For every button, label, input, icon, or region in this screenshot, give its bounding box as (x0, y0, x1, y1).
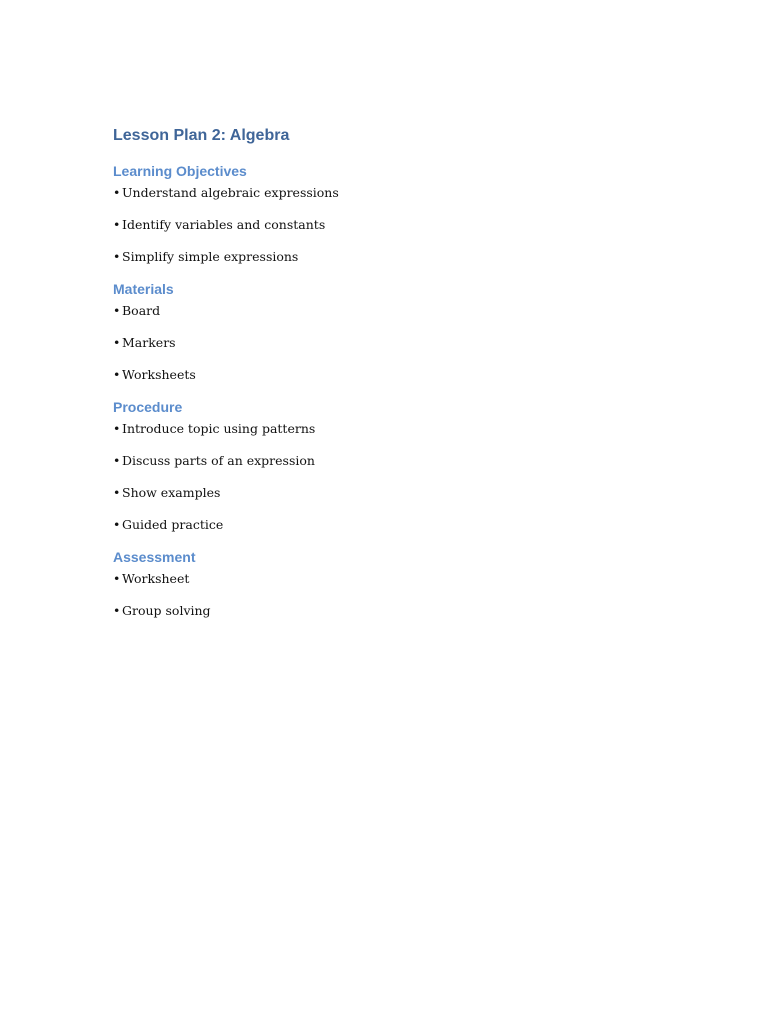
list-item-text: Identify variables and constants (122, 217, 326, 232)
list-item (113, 451, 673, 471)
section-materials (113, 279, 673, 385)
bullet-list (113, 183, 673, 267)
list-item-text: Markers (122, 335, 176, 350)
list-item-text: Simplify simple expressions (122, 249, 299, 264)
section-learning-objectives (113, 161, 673, 267)
bullet-marker: • (113, 217, 121, 232)
bullet-list (113, 569, 673, 621)
list-item (113, 301, 673, 321)
document-page (113, 125, 673, 621)
bullet-list (113, 419, 673, 535)
bullet-marker: • (113, 571, 121, 586)
list-item (113, 365, 673, 385)
section-assessment (113, 547, 673, 621)
section-heading: Learning Objectives (113, 163, 247, 179)
bullet-list (113, 301, 673, 385)
bullet-marker: • (113, 603, 121, 618)
list-item-text: Introduce topic using patterns (122, 421, 316, 436)
list-item (113, 333, 673, 353)
bullet-marker: • (113, 335, 121, 350)
section-procedure (113, 397, 673, 535)
bullet-marker: • (113, 421, 121, 436)
list-item-text: Worksheet (122, 571, 190, 586)
list-item (113, 483, 673, 503)
document-title: Lesson Plan 2: Algebra (113, 127, 290, 144)
section-heading: Procedure (113, 399, 183, 415)
bullet-marker: • (113, 485, 121, 500)
bullet-marker: • (113, 185, 121, 200)
bullet-marker: • (113, 367, 121, 382)
section-heading: Materials (113, 281, 174, 297)
list-item (113, 569, 673, 589)
list-item-text: Understand algebraic expressions (122, 185, 339, 200)
list-item (113, 215, 673, 235)
list-item-text: Worksheets (122, 367, 196, 382)
list-item (113, 419, 673, 439)
list-item-text: Group solving (122, 603, 211, 618)
list-item (113, 247, 673, 267)
list-item-text: Guided practice (122, 517, 224, 532)
section-heading: Assessment (113, 549, 196, 565)
list-item-text: Discuss parts of an expression (122, 453, 315, 468)
bullet-marker: • (113, 453, 121, 468)
list-item (113, 601, 673, 621)
bullet-marker: • (113, 249, 121, 264)
list-item-text: Board (122, 303, 161, 318)
bullet-marker: • (113, 517, 121, 532)
list-item-text: Show examples (122, 485, 221, 500)
bullet-marker: • (113, 303, 121, 318)
list-item (113, 183, 673, 203)
list-item (113, 515, 673, 535)
